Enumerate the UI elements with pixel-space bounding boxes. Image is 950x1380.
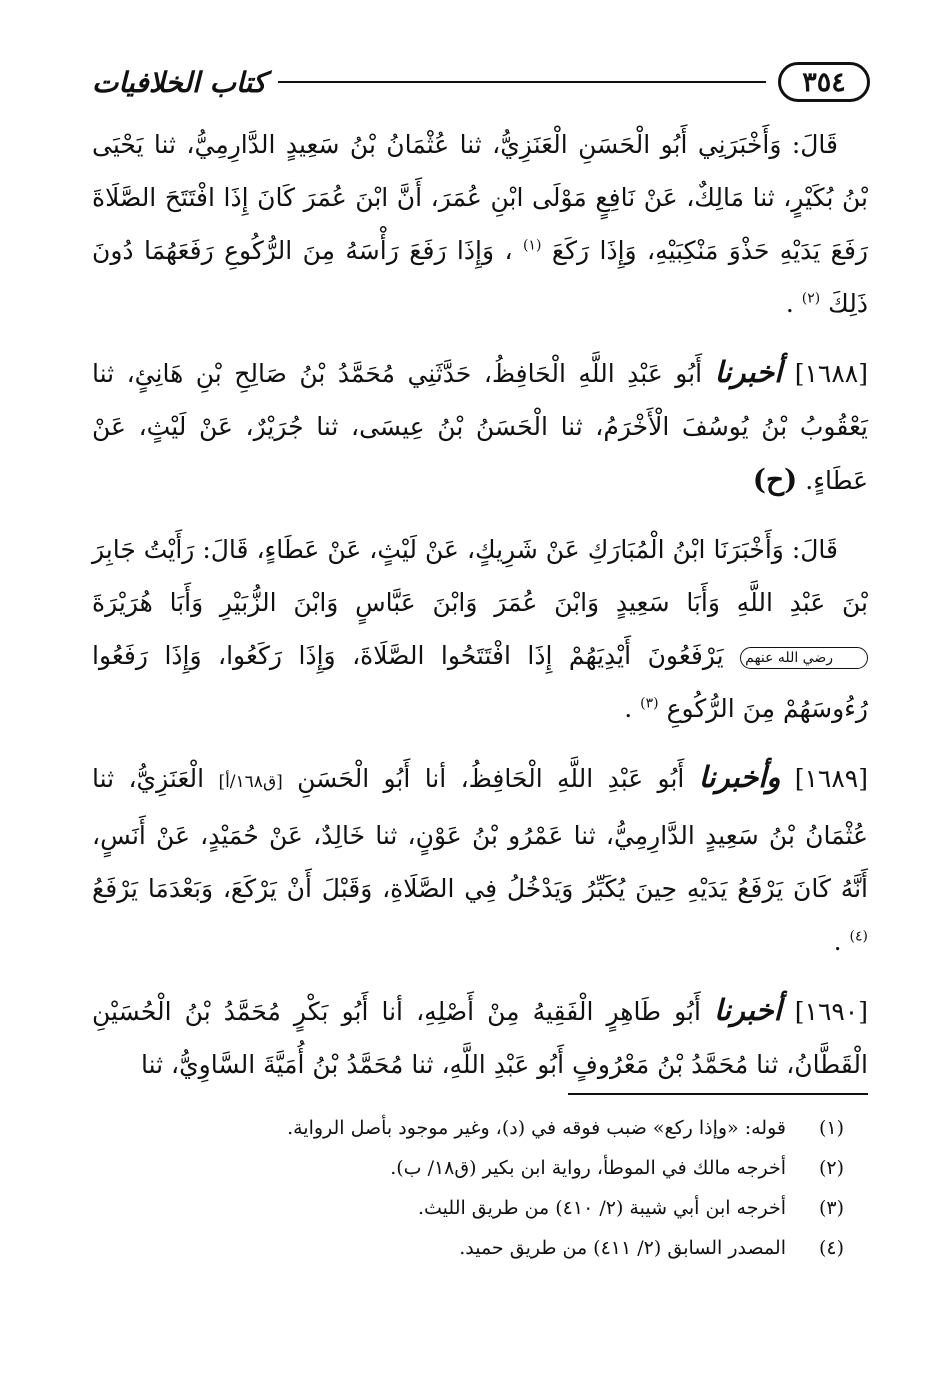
footnote-text: قوله: «وإذا ركع» ضبب فوقه في (د)، وغير موجود بأصل الرواية. <box>287 1117 786 1139</box>
paragraph-text: أَبُو عَبْدِ اللَّهِ الْحَافِظُ، أنا أَبُو الْحَسَنِ <box>297 764 685 793</box>
footnote-number: (١) <box>818 1117 844 1139</box>
blessing-glyph: رضي الله عنهم <box>740 647 868 669</box>
footnote-text: أخرجه مالك في الموطأ، رواية ابن بكير (ق١٨/ ب). <box>390 1157 786 1179</box>
footnotes <box>92 1108 844 1268</box>
text-paragraph <box>92 118 868 330</box>
footnote-3 <box>92 1188 844 1228</box>
paragraph-text: أَبُو طَاهِرٍ الْفَقِيهُ مِنْ أَصْلِهِ، أنا أَبُو بَكْرٍ مُحَمَّدُ بْنُ الْحُسَيْنِ الْقَطَّانُ، ثنا مُحَمَّدُ بْنُ مَعْرُوفٍ أَبُو عَبْدِ اللَّهِ، ثنا مُحَمَّدُ بْنُ أُمَيَّةَ السَّاوِيُّ، ثنا <box>92 997 868 1079</box>
text-paragraph <box>92 523 868 735</box>
hadith-number: [١٦٨٩] <box>794 764 868 793</box>
book-title: كتاب الخلافيات <box>92 65 267 99</box>
footnote-separator <box>568 1093 868 1095</box>
paragraph-text: . <box>833 927 842 956</box>
page-header <box>92 58 870 106</box>
footnote-ref: (٢) <box>801 290 821 307</box>
footnote-4 <box>92 1228 844 1268</box>
footnote-1 <box>92 1108 844 1148</box>
page-number-frame <box>778 62 870 102</box>
paragraph-text: يَرْفَعُونَ أَيْدِيَهُمْ إِذَا افْتَتَحُوا الصَّلَاةَ، وَإِذَا رَكَعُوا، وَإِذَا رَفَعُوا رُءُوسَهُمْ مِنَ الرُّكُوعِ <box>92 641 868 723</box>
paragraph-text: . <box>624 694 633 723</box>
hadith-paragraph <box>92 751 868 968</box>
header-rule <box>278 81 766 83</box>
footnote-text: أخرجه ابن أبي شيبة (٢/ ٤١٠) من طريق الليث. <box>417 1197 786 1219</box>
akhbarana-keyword: وأخبرنا <box>698 760 781 794</box>
akhbarana-keyword: أخبرنا <box>714 355 783 389</box>
footnote-ref: (١) <box>522 237 542 254</box>
footnote-text: المصدر السابق (٢/ ٤١١) من طريق حميد. <box>459 1237 786 1259</box>
paragraph-text: قَالَ: وَأَخْبَرَنِي أَبُو الْحَسَنِ الْعَنَزِيُّ، ثنا عُثْمَانُ بْنُ سَعِيدٍ الدَّارِمِيُّ، ثنا يَحْيَى بْنُ بُكَيْرٍ، ثنا مَالِكٌ، عَنْ نَافِعٍ مَوْلَى ابْنِ عُمَرَ، أَنَّ ابْنَ عُمَرَ كَانَ إِذَا افْتَتَحَ الصَّلَاةَ رَفَعَ يَدَيْهِ حَذْوَ مَنْكِبَيْهِ، وَإِذَا رَكَعَ <box>92 130 868 265</box>
hadith-paragraph <box>92 984 868 1091</box>
hadith-number: [١٦٩٠] <box>794 997 868 1026</box>
paragraph-text: أَبُو عَبْدِ اللَّهِ الْحَافِظُ، حَدَّثَنِي مُحَمَّدُ بْنُ صَالِحِ بْنِ هَانِئٍ، ثنا يَعْقُوبُ بْنُ يُوسُفَ الْأَخْرَمُ، ثنا الْحَسَنُ بْنُ عِيسَى، ثنا جُرَيْرٌ، عَنْ لَيْثٍ، عَنْ عَطَاءٍ. <box>92 359 868 495</box>
hadith-paragraph <box>92 346 868 507</box>
footnote-number: (٣) <box>818 1197 844 1219</box>
footnote-2 <box>92 1148 844 1188</box>
akhbarana-keyword: أخبرنا <box>714 993 782 1027</box>
manuscript-marker: [ق١٦٨/أ] <box>218 772 283 792</box>
paragraph-text: . <box>785 289 794 318</box>
paragraph-text: قَالَ: وَأَخْبَرَنَا ابْنُ الْمُبَارَكِ عَنْ شَرِيكٍ، عَنْ لَيْثٍ، عَنْ عَطَاءٍ، قَالَ: رَأَيْتُ جَابِرَ بْنَ عَبْدِ اللَّهِ وَأَبَا سَعِيدٍ وَابْنَ عُمَرَ وَابْنَ عَبَّاسٍ وَابْنَ الزُّبَيْرِ وَأَبَا هُرَيْرَةَ <box>92 535 868 617</box>
paragraph-text: الْعَنَزِيُّ، ثنا عُثْمَانُ بْنُ سَعِيدٍ الدَّارِمِيُّ، ثنا عَمْرُو بْنُ عَوْنٍ، ثنا خَالِدٌ، عَنْ حُمَيْدٍ، عَنْ أَنَسٍ، أَنَّهُ كَانَ يَرْفَعُ يَدَيْهِ حِينَ يُكَبِّرُ وَيَدْخُلُ فِي الصَّلَاةِ، وَقَبْلَ أَنْ يَرْكَعَ، وَبَعْدَمَا يَرْفَعُ <box>92 764 868 903</box>
main-text <box>92 118 868 1107</box>
footnote-number: (٤) <box>818 1237 844 1259</box>
page-number: ٣٥٤ <box>802 66 846 98</box>
footnote-ref: (٤) <box>849 928 868 945</box>
footnote-number: (٢) <box>818 1157 844 1179</box>
hadith-number: [١٦٨٨] <box>794 359 868 388</box>
tahwil-marker: (ح) <box>752 463 798 496</box>
footnote-ref: (٣) <box>640 695 659 712</box>
paragraph-text: ، وَإِذَا رَفَعَ رَأْسَهُ مِنَ الرُّكُوعِ رَفَعَهُمَا دُونَ ذَلِكَ <box>92 236 868 318</box>
